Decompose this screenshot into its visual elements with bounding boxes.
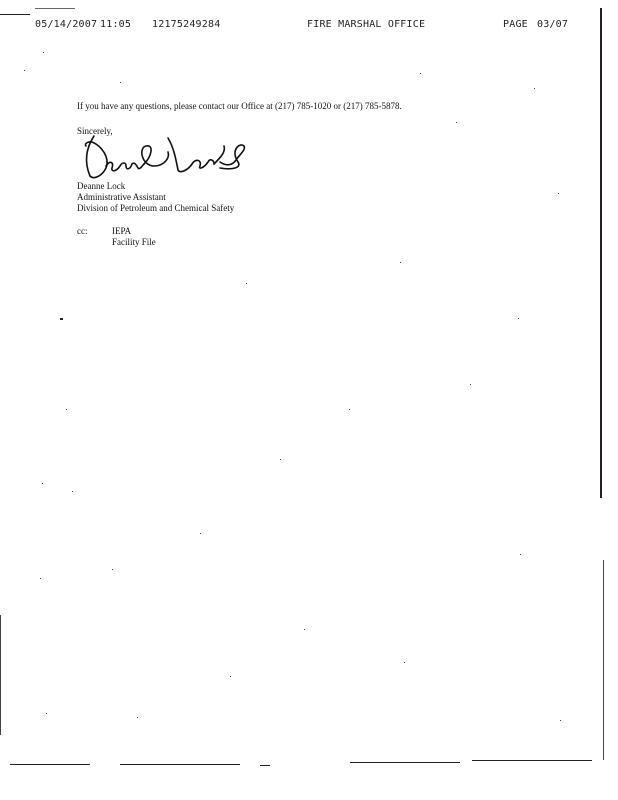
noise-speck xyxy=(43,52,44,53)
scan-line xyxy=(10,764,90,765)
noise-speck xyxy=(46,713,47,714)
scan-line xyxy=(120,764,240,765)
noise-speck xyxy=(470,384,471,385)
noise-speck xyxy=(404,662,405,663)
noise-speck xyxy=(304,629,305,630)
noise-speck xyxy=(534,88,535,89)
noise-speck xyxy=(456,122,457,123)
noise-speck xyxy=(558,193,559,194)
scan-line xyxy=(60,318,63,320)
fax-time: 11:05 xyxy=(100,19,132,30)
noise-speck xyxy=(400,262,401,263)
noise-speck xyxy=(246,283,247,284)
noise-speck xyxy=(280,459,281,460)
signer-division: Division of Petroleum and Chemical Safety xyxy=(77,203,235,213)
noise-speck xyxy=(560,720,561,721)
noise-speck xyxy=(200,533,201,534)
salutation: Sincerely, xyxy=(77,126,113,136)
noise-speck xyxy=(40,578,41,579)
cc-recipient: IEPA xyxy=(112,226,132,236)
noise-speck xyxy=(518,318,519,319)
scan-line xyxy=(350,762,460,763)
noise-speck xyxy=(230,676,231,677)
scan-line xyxy=(260,765,270,766)
noise-speck xyxy=(120,82,121,83)
cc-label: cc: xyxy=(77,226,88,236)
fax-page-label: PAGE xyxy=(503,19,528,30)
signer-name: Deanne Lock xyxy=(77,181,126,191)
fax-phone: 12175249284 xyxy=(152,19,221,30)
handwritten-signature xyxy=(80,132,250,182)
noise-speck xyxy=(24,70,25,71)
signer-title: Administrative Assistant xyxy=(77,192,166,202)
scan-line xyxy=(603,560,604,760)
noise-speck xyxy=(520,554,521,555)
scan-line xyxy=(0,14,30,15)
scan-line xyxy=(0,615,1,735)
noise-speck xyxy=(349,409,350,410)
fax-page-number: 03/07 xyxy=(537,19,569,30)
noise-speck xyxy=(137,717,138,718)
fax-date: 05/14/2007 xyxy=(35,19,98,30)
cc-recipient: Facility File xyxy=(112,237,156,247)
scan-line xyxy=(600,8,602,498)
noise-speck xyxy=(420,73,421,74)
noise-speck xyxy=(42,483,43,484)
noise-speck xyxy=(112,569,113,570)
fax-header xyxy=(0,19,618,33)
fax-office: FIRE MARSHAL OFFICE xyxy=(307,19,426,30)
scan-line xyxy=(35,8,75,9)
noise-speck xyxy=(72,491,73,492)
closing-paragraph: If you have any questions, please contact our Office at (217) 785-1020 or (217) 785-5878. xyxy=(77,101,402,111)
noise-speck xyxy=(66,409,67,410)
scan-line xyxy=(472,760,592,761)
